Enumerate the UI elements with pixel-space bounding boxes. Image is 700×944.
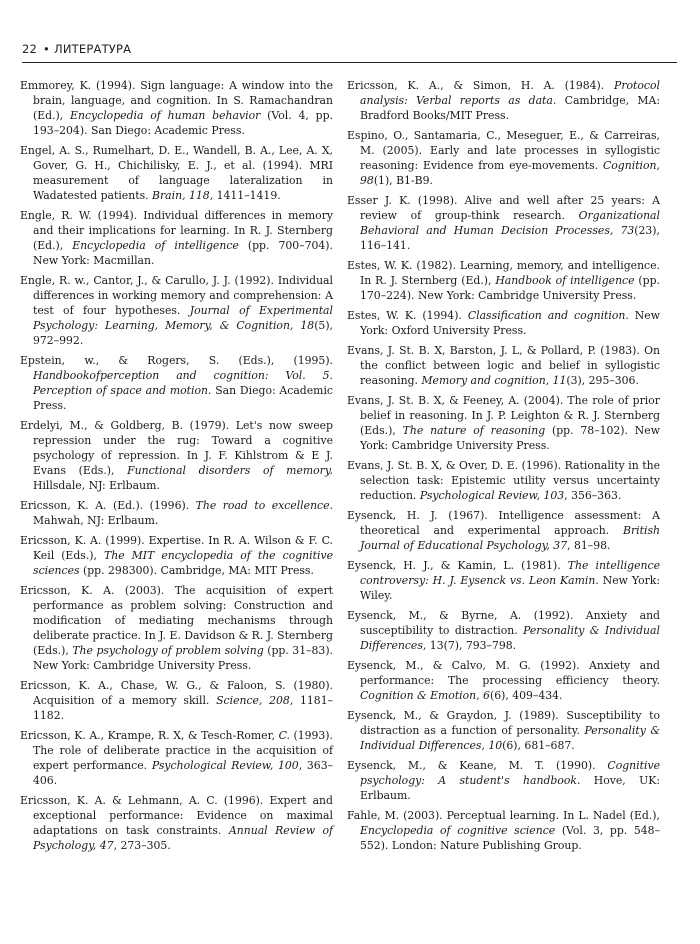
- reference-title: Encyclopedia of cognitive science: [360, 824, 556, 837]
- reference-title: Cognition & Emotion, 6: [360, 689, 490, 702]
- reference-text: Evans, J. St. B. X, Barston, J. L, & Pollard, P. (1983). On the conflict between logic and belief in syllogistic reasoning.: [347, 344, 660, 387]
- reference-text: , 273–305.: [113, 839, 171, 852]
- reference-entry: [347, 78, 660, 123]
- reference-text: Evans, J. St. B. X, & Over, D. E. (1996). Rationality in the selection task: Epistemic utility versus uncertainty reduction.: [347, 459, 660, 502]
- reference-text: Estes, W. K. (1982). Learning, memory, and intelligence. In R. J. Sternberg (Ed.),: [347, 259, 660, 287]
- reference-text: (6), 681–687.: [502, 739, 575, 752]
- reference-text: New York: Wiley.: [360, 574, 661, 602]
- reference-title: Handbookofperception and cognition: Vol. 5. Perception of space and motion.: [33, 369, 333, 397]
- reference-entry: [20, 533, 333, 578]
- reference-entry: [347, 658, 660, 703]
- reference-column-right: [347, 78, 660, 858]
- reference-text: (6), 409–434.: [489, 689, 563, 702]
- reference-entry: [20, 143, 333, 203]
- reference-text: Evans, J. St. B. X, & Feeney, A. (2004). The role of prior belief in reasoning. In J. P. Leighton & R. J. Sternberg (Eds.),: [347, 394, 660, 437]
- reference-title: Science, 208: [216, 694, 290, 707]
- reference-title: Protocol analysis: Verbal reports as data.: [360, 79, 660, 107]
- reference-text: Ericsson, K. A. (Ed.). (1996).: [20, 499, 196, 512]
- running-head: [22, 42, 677, 56]
- reference-title: Personality & Individual Differences, 10: [360, 724, 660, 752]
- reference-title: Encyclopedia of intelligence: [72, 239, 239, 252]
- reference-text: (pp. 700–704). New York: Macmillan.: [33, 239, 333, 267]
- reference-text: (Vol. 3, pp. 548–552). London: Nature Publishing Group.: [360, 824, 660, 852]
- reference-text: Espino, O., Santamaria, C., Meseguer, E., & Carreiras, M. (2005). Early and late processes in syllogistic reasoning: Evidence from eye-movements.: [347, 129, 660, 172]
- reference-entry: [20, 418, 333, 493]
- reference-title: Journal of Experimental Psychology: Learning, Memory, & Cognition, 18: [33, 304, 333, 332]
- reference-title: Psychological Review, 100: [151, 759, 299, 772]
- reference-title: British Journal of Educational Psychology, 37: [360, 524, 660, 552]
- reference-title: Brain, 118: [152, 189, 210, 202]
- reference-entry: [20, 78, 333, 138]
- reference-text: Ericsson, K. A., & Simon, H. A. (1984).: [347, 79, 615, 92]
- reference-text: (pp. 78–102). New York: Cambridge University Press.: [360, 424, 660, 452]
- reference-entry: [347, 458, 660, 503]
- reference-text: Epstein, w., & Rogers, S. (Eds.), (1995).: [20, 354, 333, 367]
- reference-entry: [347, 343, 660, 388]
- reference-entry: [347, 393, 660, 453]
- reference-text: Ericsson, K. A. & Lehmann, A. C. (1996). Expert and exceptional performance: Evidence on maximal adaptations on task constraints.: [20, 794, 333, 837]
- reference-title: Classification and cognition.: [467, 309, 629, 322]
- reference-title: The intelligence controversy: H. J. Eysenck vs. Leon Kamin.: [360, 559, 660, 587]
- reference-column-left: [20, 78, 333, 858]
- reference-title: Encyclopedia of human behavior: [70, 109, 261, 122]
- reference-title: Annual Review of Psychology, 47: [33, 824, 333, 852]
- reference-entry: [347, 508, 660, 553]
- reference-entry: [20, 793, 333, 853]
- reference-text: Eysenck, M., & Keane, M. T. (1990).: [347, 759, 608, 772]
- reference-text: New York: Oxford University Press.: [360, 309, 660, 337]
- reference-text: , 356–363.: [564, 489, 622, 502]
- reference-title: C.: [278, 729, 290, 742]
- reference-text: Ericsson, K. A., Krampe, R. X, & Tesch-Romer,: [20, 729, 279, 742]
- reference-entry: [20, 583, 333, 673]
- reference-title: Organizational Behavioral and Human Decision Processes, 73: [360, 209, 660, 237]
- reference-text: (1993). The role of deliberate practice in the acquisition of expert performance.: [33, 729, 333, 772]
- reference-entry: [347, 558, 660, 603]
- reference-text: San Diego: Academic Press.: [33, 384, 333, 412]
- reference-text: Ericsson, K. A. (2003). The acquisition of expert performance as problem solving: Construction and modification of mediating mechanisms through deliberate practice. In J. E. Davidson & R. J. Sternberg (Eds.),: [20, 584, 333, 657]
- section-title: ЛИТЕРАТУРА: [54, 42, 132, 56]
- reference-entry: [347, 708, 660, 753]
- reference-title: The psychology of problem solving: [72, 644, 264, 657]
- reference-entry: [20, 678, 333, 723]
- reference-title: The MIT encyclopedia of the cognitive sciences: [33, 549, 333, 577]
- reference-text: Erdelyi, M., & Goldberg, B. (1979). Let's now sweep repression under the rug: Toward a cognitive psychology of repression. In J. F. Kihlstrom & E J. Evans (Eds.),: [20, 419, 333, 477]
- reference-title: The road to excellence.: [195, 499, 333, 512]
- reference-entry: [20, 498, 333, 528]
- reference-text: Engel, A. S., Rumelhart, D. E., Wandell, B. A., Lee, A. X, Gover, G. H., Chichilisky, E. J., et al. (1994). MRI measurement of language lateralization in Wadatested patients.: [20, 144, 333, 202]
- reference-text: (pp. 31–83). New York: Cambridge University Press.: [33, 644, 334, 672]
- reference-text: Hove, UK: Erlbaum.: [360, 774, 660, 802]
- reference-text: Eysenck, M., & Calvo, M. G. (1992). Anxiety and performance: The processing efficiency theory.: [347, 659, 660, 687]
- page-number: 22: [22, 42, 38, 56]
- reference-entry: [347, 308, 660, 338]
- reference-text: , 1181–1182.: [33, 694, 334, 722]
- reference-text: Eysenck, H. J. (1967). Intelligence assessment: A theoretical and experimental approach.: [347, 509, 660, 537]
- reference-entry: [20, 273, 333, 348]
- reference-title: Psychological Review, 103: [419, 489, 565, 502]
- reference-text: Engle, R. w., Cantor, J., & Carullo, J. J. (1992). Individual differences in working memory and comprehension: A test of four hypotheses.: [20, 274, 333, 317]
- reference-title: Memory and cognition, 11: [421, 374, 567, 387]
- reference-text: (3), 295–306.: [566, 374, 639, 387]
- reference-text: Mahwah, NJ: Erlbaum.: [33, 514, 159, 527]
- reference-title: Functional disorders of memory.: [127, 464, 334, 477]
- reference-text: (pp. 298300). Cambridge, MA: MIT Press.: [79, 564, 314, 577]
- reference-title: Cognitive psychology: A student's handbook.: [360, 759, 660, 787]
- reference-title: Handbook of intelligence: [495, 274, 635, 287]
- reference-text: Emmorey, K. (1994). Sign language: A window into the brain, language, and cognition. In S. Ramachandran (Ed.),: [20, 79, 333, 122]
- reference-text: Eysenck, M., & Graydon, J. (1989). Susceptibility to distraction as a function of personality.: [347, 709, 660, 737]
- reference-title: Personality & Individual Differences: [360, 624, 660, 652]
- reference-entry: [20, 728, 333, 788]
- reference-text: (pp. 170–224). New York: Cambridge University Press.: [360, 274, 660, 302]
- reference-text: , 81–98.: [567, 539, 611, 552]
- reference-text: , 13(7), 793–798.: [422, 639, 517, 652]
- reference-text: Ericsson, K. A., Chase, W. G., & Faloon, S. (1980). Acquisition of a memory skill.: [20, 679, 333, 707]
- header-separator: •: [43, 42, 51, 56]
- reference-text: , 363–406.: [33, 759, 334, 787]
- reference-entry: [347, 808, 660, 853]
- reference-text: , 1411–1419.: [209, 189, 281, 202]
- reference-text: Eysenck, M., & Byrne, A. (1992). Anxiety and susceptibility to distraction.: [347, 609, 660, 637]
- reference-entry: [20, 353, 333, 413]
- reference-text: (Vol. 4, pp. 193–204). San Diego: Academic Press.: [33, 109, 333, 137]
- reference-text: Estes, W. K. (1994).: [347, 309, 468, 322]
- reference-title: Cognition, 98: [360, 159, 660, 187]
- reference-entry: [347, 128, 660, 188]
- reference-text: Esser J. K. (1998). Alive and well after 25 years: A review of group-think research.: [347, 194, 660, 222]
- reference-text: Hillsdale, NJ: Erlbaum.: [33, 479, 160, 492]
- reference-text: Fahle, M. (2003). Perceptual learning. In L. Nadel (Ed.),: [347, 809, 660, 822]
- reference-entry: [347, 193, 660, 253]
- reference-entry: [20, 208, 333, 268]
- reference-entry: [347, 758, 660, 803]
- reference-title: The nature of reasoning: [402, 424, 546, 437]
- reference-text: Cambridge, MA: Bradford Books/MIT Press.: [360, 94, 660, 122]
- reference-text: (1), B1-B9.: [373, 174, 433, 187]
- header-rule: [22, 62, 677, 63]
- reference-text: Ericsson, K. A. (1999). Expertise. In R. A. Wilson & F. C. Keil (Eds.),: [20, 534, 333, 562]
- reference-text: (23), 116–141.: [360, 224, 660, 252]
- reference-text: Engle, R. W. (1994). Individual differences in memory and their implications for learning. In R. J. Sternberg (Ed.),: [20, 209, 333, 252]
- reference-text: Eysenck, H. J., & Kamin, L. (1981).: [347, 559, 568, 572]
- reference-entry: [347, 258, 660, 303]
- reference-text: (5), 972–992.: [33, 319, 333, 347]
- reference-entry: [347, 608, 660, 653]
